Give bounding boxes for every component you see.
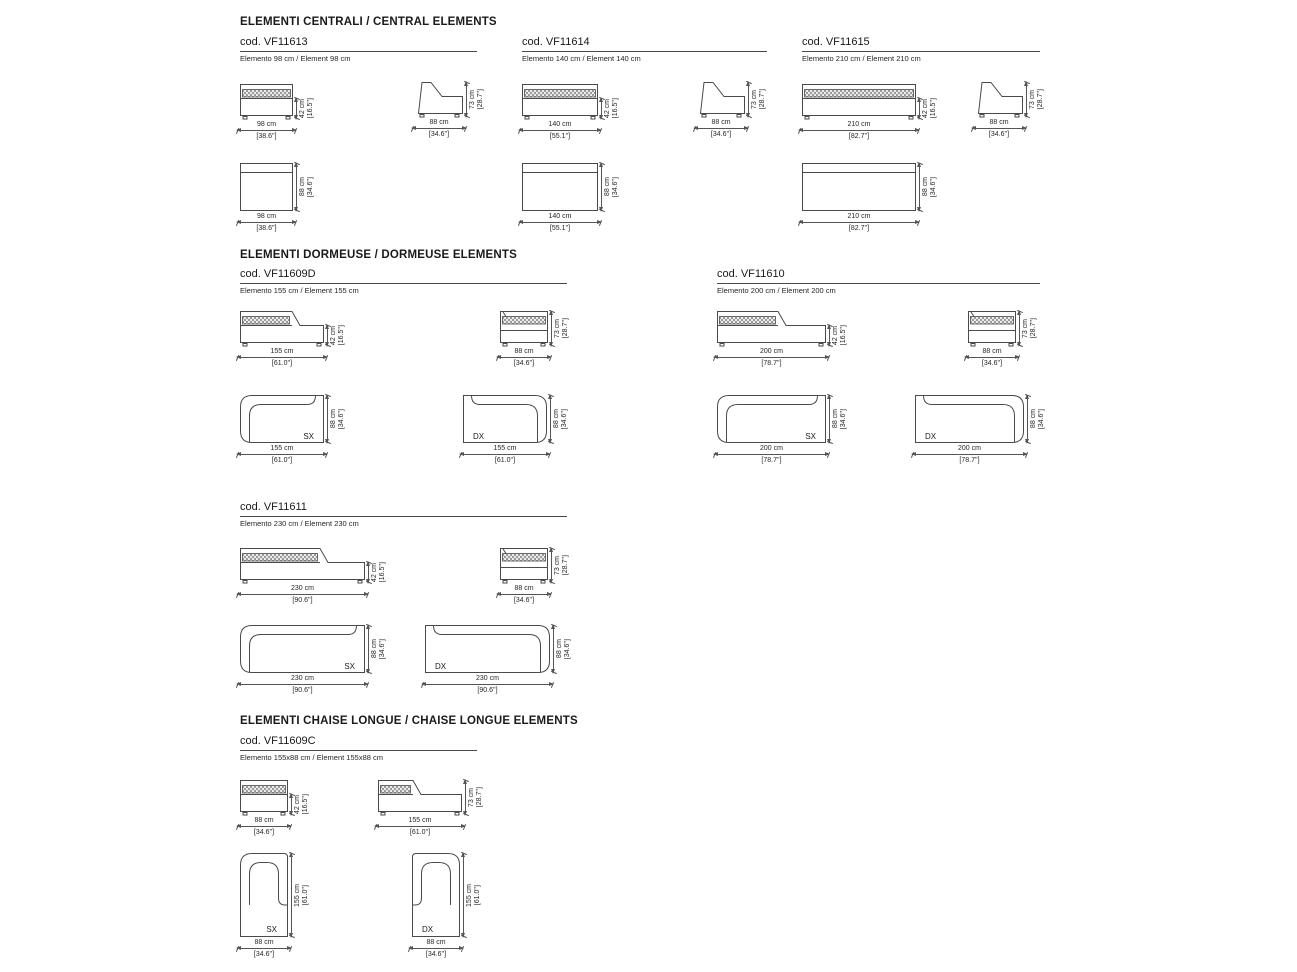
dimension-line <box>601 163 602 211</box>
item-subtitle: Elemento 155x88 cm / Element 155x88 cm <box>240 753 383 762</box>
width-cm-label: 98 cm <box>256 213 277 220</box>
width-cm-label: 155 cm <box>493 445 517 452</box>
height-cm-label: 88 cm <box>371 639 378 659</box>
height-dimension <box>466 82 485 117</box>
dfront-view <box>240 311 325 347</box>
width-dimension <box>714 348 829 367</box>
ctopsx-drawing <box>240 853 289 938</box>
dimension-line <box>965 357 1019 358</box>
sideback-view <box>500 548 549 584</box>
height-dimension <box>829 325 848 346</box>
width-dimension <box>497 585 551 604</box>
dimension-line <box>919 98 920 119</box>
width-dimension <box>694 119 748 138</box>
height-dimension <box>465 780 484 815</box>
width-cm-label: 210 cm <box>847 213 871 220</box>
height-inch-label: [34.6''] <box>338 408 345 430</box>
height-cm-label: 42 cm <box>294 794 301 815</box>
item-subtitle: Elemento 200 cm / Element 200 cm <box>717 286 836 295</box>
width-dimension <box>799 121 919 140</box>
width-dimension <box>237 348 327 367</box>
product-code: cod. VF11609C <box>240 735 477 751</box>
width-cm-label: 88 cm <box>982 348 1002 355</box>
height-dimension <box>368 562 387 583</box>
height-inch-label: [34.6''] <box>930 176 937 198</box>
width-dimension <box>972 119 1026 138</box>
height-dimension <box>327 395 346 443</box>
top-drawing <box>802 163 917 212</box>
dimension-line <box>466 82 467 117</box>
width-inch-label: [90.6''] <box>477 687 498 694</box>
top-view <box>522 163 599 212</box>
topsx-drawing <box>240 395 325 444</box>
height-cm-label: 88 cm <box>556 639 563 659</box>
width-dimension <box>237 817 291 836</box>
height-inch-label: [34.6''] <box>1038 408 1045 430</box>
topdx-drawing <box>425 625 551 674</box>
width-cm-label: 230 cm <box>291 675 314 682</box>
height-inch-label: [61.0''] <box>302 884 309 906</box>
top-drawing <box>240 163 294 212</box>
dimension-line <box>375 826 465 827</box>
orientation-tag: SX <box>805 432 816 441</box>
product-code: cod. VF11615 <box>802 36 1040 52</box>
width-inch-label: [34.6''] <box>428 131 450 138</box>
sideback-view <box>500 311 549 347</box>
section-title-central: ELEMENTI CENTRALI / CENTRAL ELEMENTS <box>240 16 497 28</box>
height-inch-label: [16.5''] <box>302 794 309 815</box>
width-dimension <box>519 213 601 232</box>
dimension-line <box>550 395 551 443</box>
height-cm-label: 73 cm <box>554 318 561 339</box>
height-dimension <box>601 163 620 211</box>
height-inch-label: [28.7''] <box>759 89 766 110</box>
orientation-tag: DX <box>473 432 485 441</box>
dimension-line <box>1026 82 1027 117</box>
width-inch-label: [34.6''] <box>513 360 535 367</box>
orientation-tag: SX <box>303 432 314 441</box>
height-cm-label: 88 cm <box>330 409 337 429</box>
dfront-view <box>378 780 463 816</box>
top-view <box>802 163 917 212</box>
height-inch-label: [28.7''] <box>562 555 569 576</box>
sideback-drawing <box>500 311 549 347</box>
height-dimension <box>551 311 570 346</box>
ctopdx-view <box>412 853 461 938</box>
width-cm-label: 88 cm <box>254 817 274 824</box>
dimension-line <box>799 130 919 131</box>
height-inch-label: [16.5''] <box>379 562 386 583</box>
height-cm-label: 73 cm <box>469 89 476 110</box>
height-cm-label: 73 cm <box>1029 89 1036 110</box>
front-drawing <box>240 84 294 120</box>
width-inch-label: [34.6''] <box>710 131 732 138</box>
height-inch-label: [28.7''] <box>1037 89 1044 110</box>
width-dimension <box>519 121 601 140</box>
front-view <box>240 84 294 120</box>
height-cm-label: 88 cm <box>299 177 306 197</box>
width-inch-label: [90.6''] <box>292 687 313 694</box>
dimension-line <box>296 163 297 211</box>
item-header-vf11614 <box>522 36 767 63</box>
product-code: cod. VF11609D <box>240 268 567 284</box>
topsx-drawing <box>240 625 366 674</box>
width-cm-label: 210 cm <box>847 121 871 128</box>
width-inch-label: [78.7''] <box>959 457 980 464</box>
width-cm-label: 155 cm <box>408 817 432 824</box>
height-inch-label: [34.6''] <box>561 408 568 430</box>
width-inch-label: [78.7''] <box>761 457 782 464</box>
product-code: cod. VF11611 <box>240 501 567 517</box>
dfront-drawing <box>717 311 827 347</box>
width-cm-label: 88 cm <box>254 939 274 946</box>
dimension-line <box>912 454 1027 455</box>
width-dimension <box>237 585 368 604</box>
item-header-vf11609d <box>240 268 567 295</box>
dimension-line <box>799 222 919 223</box>
width-cm-label: 200 cm <box>760 348 783 355</box>
dimension-line <box>237 684 368 685</box>
width-cm-label: 230 cm <box>476 675 499 682</box>
front-drawing <box>522 84 599 120</box>
topsx-view <box>240 395 325 444</box>
dimension-line <box>237 948 291 949</box>
dimension-line <box>551 548 552 583</box>
width-dimension <box>237 939 291 958</box>
dimension-line <box>237 357 327 358</box>
height-dimension <box>327 325 346 346</box>
top-drawing <box>522 163 599 212</box>
side-drawing <box>975 82 1024 118</box>
height-inch-label: [28.7''] <box>1030 318 1037 339</box>
height-dimension <box>919 163 938 211</box>
width-cm-label: 155 cm <box>270 348 294 355</box>
width-dimension <box>422 675 553 694</box>
height-dimension <box>919 98 938 119</box>
height-inch-label: [34.6''] <box>307 176 314 198</box>
width-inch-label: [55.1''] <box>549 225 571 232</box>
width-cm-label: 200 cm <box>958 445 981 452</box>
height-cm-label: 73 cm <box>751 89 758 110</box>
product-code: cod. VF11614 <box>522 36 767 52</box>
dimension-line <box>1019 311 1020 346</box>
height-inch-label: [16.5''] <box>612 98 619 119</box>
ctopsx-view <box>240 853 289 938</box>
height-cm-label: 73 cm <box>1022 318 1029 339</box>
height-cm-label: 88 cm <box>922 177 929 197</box>
height-cm-label: 88 cm <box>604 177 611 197</box>
height-cm-label: 88 cm <box>1030 409 1037 429</box>
side-view <box>975 82 1024 118</box>
height-inch-label: [61.0''] <box>474 884 481 906</box>
height-dimension <box>368 625 387 673</box>
height-cm-label: 88 cm <box>832 409 839 429</box>
dimension-line <box>714 454 829 455</box>
height-cm-label: 155 cm <box>466 883 473 907</box>
topdx-view <box>463 395 548 444</box>
top-view <box>240 163 294 212</box>
dimension-line <box>497 594 551 595</box>
height-inch-label: [16.5''] <box>930 98 937 119</box>
dimension-line <box>519 130 601 131</box>
front-view <box>802 84 917 120</box>
item-subtitle: Elemento 210 cm / Element 210 cm <box>802 54 921 63</box>
width-dimension <box>714 445 829 464</box>
width-dimension <box>237 445 327 464</box>
height-cm-label: 42 cm <box>371 562 378 583</box>
topsx-view <box>717 395 827 444</box>
height-inch-label: [34.6''] <box>379 638 386 660</box>
width-dimension <box>965 348 1019 367</box>
width-inch-label: [34.6''] <box>988 131 1010 138</box>
product-code: cod. VF11613 <box>240 36 477 52</box>
orientation-tag: SX <box>344 662 355 671</box>
height-cm-label: 73 cm <box>554 555 561 576</box>
dfront-drawing <box>378 780 463 816</box>
height-inch-label: [34.6''] <box>612 176 619 198</box>
width-inch-label: [55.1''] <box>549 133 571 140</box>
section-title-dormeuse: ELEMENTI DORMEUSE / DORMEUSE ELEMENTS <box>240 249 518 261</box>
orientation-tag: DX <box>925 432 937 441</box>
height-inch-label: [28.7''] <box>477 89 484 110</box>
width-inch-label: [34.6''] <box>425 951 447 958</box>
width-cm-label: 98 cm <box>256 121 277 128</box>
width-inch-label: [34.6''] <box>981 360 1003 367</box>
width-dimension <box>237 121 296 140</box>
dimension-line <box>291 794 292 815</box>
front-drawing <box>802 84 917 120</box>
width-inch-label: [82.7''] <box>848 133 870 140</box>
dimension-line <box>412 128 466 129</box>
section-title-chaise: ELEMENTI CHAISE LONGUE / CHAISE LONGUE ELEMENTS <box>240 715 578 727</box>
dimension-line <box>327 395 328 443</box>
width-inch-label: [34.6''] <box>253 829 275 836</box>
dimension-line <box>694 128 748 129</box>
topsx-view <box>240 625 366 674</box>
dimension-line <box>919 163 920 211</box>
dimension-line <box>1027 395 1028 443</box>
side-view <box>697 82 746 118</box>
dimension-line <box>368 625 369 673</box>
dimension-line <box>972 128 1026 129</box>
height-dimension <box>748 82 767 117</box>
width-inch-label: [34.6''] <box>513 597 535 604</box>
width-cm-label: 140 cm <box>548 213 572 220</box>
height-inch-label: [34.6''] <box>840 408 847 430</box>
dimension-line <box>409 948 463 949</box>
width-cm-label: 140 cm <box>548 121 572 128</box>
height-dimension <box>1026 82 1045 117</box>
width-inch-label: [90.6''] <box>292 597 313 604</box>
height-inch-label: [16.5''] <box>840 325 847 346</box>
width-dimension <box>799 213 919 232</box>
dimension-line <box>519 222 601 223</box>
item-header-vf11613 <box>240 36 477 63</box>
front-view <box>522 84 599 120</box>
height-inch-label: [28.7''] <box>476 787 483 808</box>
height-inch-label: [28.7''] <box>562 318 569 339</box>
dimension-line <box>748 82 749 117</box>
dfront-view <box>717 311 827 347</box>
sideback-drawing <box>500 548 549 584</box>
orientation-tag: DX <box>422 925 434 934</box>
width-cm-label: 88 cm <box>429 119 449 126</box>
width-dimension <box>237 675 368 694</box>
item-header-vf11609c <box>240 735 477 762</box>
orientation-tag: SX <box>266 925 277 934</box>
width-dimension <box>412 119 466 138</box>
dimension-line <box>422 684 553 685</box>
width-inch-label: [61.0''] <box>271 360 293 367</box>
width-dimension <box>497 348 551 367</box>
topdx-drawing <box>915 395 1025 444</box>
dimension-line <box>460 454 550 455</box>
width-cm-label: 88 cm <box>989 119 1009 126</box>
dimension-line <box>296 98 297 119</box>
width-cm-label: 88 cm <box>514 585 534 592</box>
dimension-line <box>601 98 602 119</box>
height-dimension <box>1019 311 1038 346</box>
height-dimension <box>829 395 848 443</box>
height-inch-label: [16.5''] <box>338 325 345 346</box>
width-dimension <box>237 213 296 232</box>
dimension-line <box>829 325 830 346</box>
width-inch-label: [38.6''] <box>256 133 277 140</box>
height-dimension <box>296 98 315 119</box>
height-cm-label: 42 cm <box>604 98 611 119</box>
width-cm-label: 230 cm <box>291 585 314 592</box>
item-subtitle: Elemento 140 cm / Element 140 cm <box>522 54 641 63</box>
dimension-line <box>291 853 292 937</box>
width-cm-label: 155 cm <box>270 445 294 452</box>
height-dimension <box>291 794 310 815</box>
item-header-vf11611 <box>240 501 567 528</box>
dimension-line <box>553 625 554 673</box>
height-cm-label: 155 cm <box>294 883 301 907</box>
orientation-tag: DX <box>435 662 447 671</box>
height-dimension <box>551 548 570 583</box>
height-dimension <box>291 853 310 937</box>
topsx-drawing <box>717 395 827 444</box>
height-cm-label: 42 cm <box>832 325 839 346</box>
height-dimension <box>553 625 572 673</box>
front-drawing <box>240 780 289 816</box>
width-dimension <box>912 445 1027 464</box>
width-inch-label: [78.7''] <box>761 360 782 367</box>
dimension-line <box>237 222 296 223</box>
dimension-line <box>237 826 291 827</box>
dimension-line <box>497 357 551 358</box>
width-inch-label: [82.7''] <box>848 225 870 232</box>
side-drawing <box>415 82 464 118</box>
dimension-line <box>465 780 466 815</box>
height-cm-label: 42 cm <box>330 325 337 346</box>
height-cm-label: 73 cm <box>468 787 475 808</box>
dfront-drawing <box>240 311 325 347</box>
item-subtitle: Elemento 155 cm / Element 155 cm <box>240 286 359 295</box>
height-dimension <box>550 395 569 443</box>
dimension-line <box>551 311 552 346</box>
dimension-line <box>237 454 327 455</box>
width-inch-label: [61.0''] <box>409 829 431 836</box>
dfront-view <box>240 548 366 584</box>
height-inch-label: [16.5''] <box>307 98 314 119</box>
item-header-vf11615 <box>802 36 1040 63</box>
dimension-line <box>237 594 368 595</box>
dfront-drawing <box>240 548 366 584</box>
topdx-drawing <box>463 395 548 444</box>
width-inch-label: [38.6''] <box>256 225 277 232</box>
width-cm-label: 88 cm <box>514 348 534 355</box>
width-inch-label: [61.0''] <box>494 457 516 464</box>
sideback-view <box>968 311 1017 347</box>
sideback-drawing <box>968 311 1017 347</box>
height-dimension <box>296 163 315 211</box>
topdx-view <box>425 625 551 674</box>
dimension-line <box>237 130 296 131</box>
width-cm-label: 88 cm <box>711 119 731 126</box>
height-cm-label: 42 cm <box>922 98 929 119</box>
ctopdx-drawing <box>412 853 461 938</box>
width-dimension <box>375 817 465 836</box>
dimension-line <box>714 357 829 358</box>
dimension-line <box>368 562 369 583</box>
item-subtitle: Elemento 230 cm / Element 230 cm <box>240 519 359 528</box>
width-dimension <box>460 445 550 464</box>
height-cm-label: 42 cm <box>299 98 306 119</box>
height-dimension <box>463 853 482 937</box>
width-inch-label: [61.0''] <box>271 457 293 464</box>
side-drawing <box>697 82 746 118</box>
width-cm-label: 200 cm <box>760 445 783 452</box>
dimension-line <box>829 395 830 443</box>
dimension-line <box>327 325 328 346</box>
height-inch-label: [34.6''] <box>564 638 571 660</box>
height-cm-label: 88 cm <box>553 409 560 429</box>
width-inch-label: [34.6''] <box>253 951 275 958</box>
item-subtitle: Elemento 98 cm / Element 98 cm <box>240 54 351 63</box>
product-code: cod. VF11610 <box>717 268 1040 284</box>
front-view <box>240 780 289 816</box>
item-header-vf11610 <box>717 268 1040 295</box>
dimension-line <box>463 853 464 937</box>
topdx-view <box>915 395 1025 444</box>
height-dimension <box>601 98 620 119</box>
side-view <box>415 82 464 118</box>
width-dimension <box>409 939 463 958</box>
height-dimension <box>1027 395 1046 443</box>
width-cm-label: 88 cm <box>426 939 446 946</box>
